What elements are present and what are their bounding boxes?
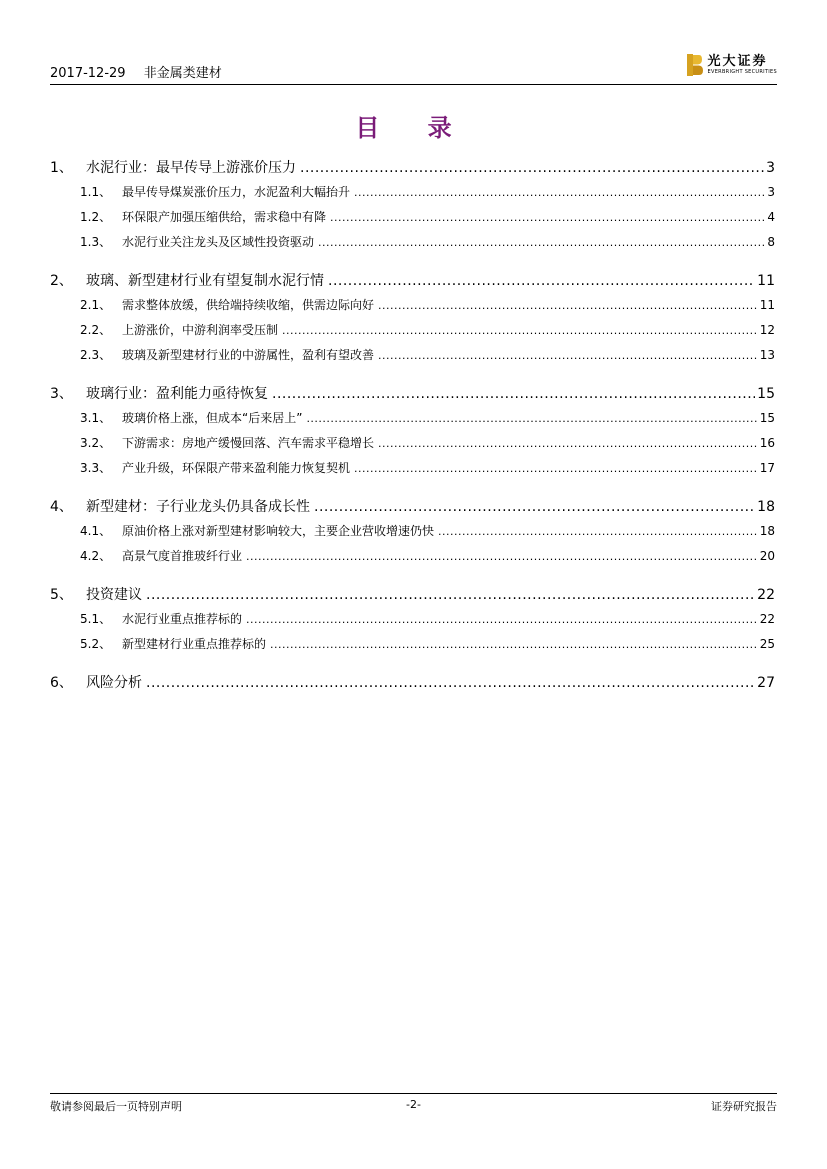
toc-subsection-entry-number: 5.2、 xyxy=(80,637,112,651)
toc-subsection-entry-number: 3.3、 xyxy=(80,461,112,475)
toc-section-entry-title: 风险分析 xyxy=(86,675,142,691)
toc-subsection-entry[interactable] xyxy=(50,293,775,318)
toc-section-entry-title: 水泥行业：最早传导上游涨价压力 xyxy=(86,160,296,176)
toc-subsection-entry-title: 高景气度首推玻纤行业 xyxy=(122,549,243,563)
logo-mark-icon xyxy=(687,54,703,76)
toc-subsection-entry-number: 4.2、 xyxy=(80,549,112,563)
footer-report-type: 证券研究报告 xyxy=(711,1100,777,1113)
toc-subsection-entry-leader xyxy=(246,544,758,569)
toc-subsection-entry[interactable] xyxy=(50,406,775,431)
toc-subsection-entry[interactable] xyxy=(50,431,775,456)
toc-section-entry-page: 15 xyxy=(757,386,775,402)
toc-subsection-entry-title: 上游涨价，中游利润率受压制 xyxy=(122,323,279,337)
toc-subsection-entry-title: 下游需求：房地产缓慢回落、汽车需求平稳增长 xyxy=(122,436,375,450)
toc-section-entry[interactable] xyxy=(50,269,775,293)
toc-subsection-entry-leader xyxy=(306,406,757,431)
toc-section-entry-leader xyxy=(272,382,755,406)
toc-section-spacer xyxy=(50,569,775,583)
toc-subsection-entry-title: 水泥行业关注龙头及区域性投资驱动 xyxy=(122,235,315,249)
report-date: 2017-12-29 xyxy=(50,66,126,81)
toc-subsection-entry-number: 3.2、 xyxy=(80,436,112,450)
toc-subsection-entry[interactable] xyxy=(50,180,775,205)
toc-subsection-entry-number: 3.1、 xyxy=(80,411,112,425)
company-logo xyxy=(687,54,777,76)
toc-subsection-entry-leader xyxy=(282,318,758,343)
toc-subsection-entry-page: 8 xyxy=(767,235,775,249)
toc-subsection-entry[interactable] xyxy=(50,456,775,481)
toc-subsection-entry-leader xyxy=(378,431,758,456)
toc-section-entry[interactable] xyxy=(50,156,775,180)
toc-section-entry-leader xyxy=(300,156,764,180)
toc-section-entry-leader xyxy=(314,495,755,519)
toc-subsection-entry-title: 水泥行业重点推荐标的 xyxy=(122,612,243,626)
toc-subsection-entry-leader xyxy=(438,519,758,544)
toc-subsection-entry-leader xyxy=(378,343,758,368)
table-of-contents xyxy=(50,156,775,695)
header-divider xyxy=(50,84,777,85)
toc-subsection-entry-leader xyxy=(246,607,758,632)
toc-section-entry-page: 22 xyxy=(757,587,775,603)
toc-subsection-entry[interactable] xyxy=(50,519,775,544)
page-header xyxy=(50,54,777,84)
toc-subsection-entry-number: 4.1、 xyxy=(80,524,112,538)
toc-subsection-entry-page: 22 xyxy=(759,612,775,626)
toc-subsection-entry[interactable] xyxy=(50,343,775,368)
toc-section-entry-title: 玻璃、新型建材行业有望复制水泥行情 xyxy=(86,273,324,289)
toc-subsection-entry-title: 玻璃及新型建材行业的中游属性，盈利有望改善 xyxy=(122,348,375,362)
toc-subsection-entry[interactable] xyxy=(50,230,775,255)
toc-subsection-entry-title: 玻璃价格上涨，但成本“后来居上” xyxy=(122,411,303,425)
toc-subsection-entry-number: 2.2、 xyxy=(80,323,112,337)
toc-section-entry-leader xyxy=(146,583,755,607)
toc-subsection-entry-number: 1.1、 xyxy=(80,185,112,199)
toc-section-entry-title: 投资建议 xyxy=(86,587,142,603)
toc-subsection-entry-page: 17 xyxy=(759,461,775,475)
report-sector: 非金属类建材 xyxy=(143,66,222,81)
header-info xyxy=(50,62,236,81)
toc-section-spacer xyxy=(50,481,775,495)
toc-subsection-entry-page: 16 xyxy=(759,436,775,450)
toc-section-entry[interactable] xyxy=(50,495,775,519)
toc-subsection-entry-number: 1.3、 xyxy=(80,235,112,249)
toc-section-entry[interactable] xyxy=(50,382,775,406)
toc-section-entry-page: 18 xyxy=(757,499,775,515)
toc-section-entry-page: 11 xyxy=(757,273,775,289)
toc-subsection-entry-leader xyxy=(354,180,765,205)
toc-section-entry-page: 3 xyxy=(766,160,775,176)
logo-chinese-name: 光大证券 xyxy=(707,54,768,69)
toc-section-entry-number: 3、 xyxy=(50,386,73,402)
toc-subsection-entry[interactable] xyxy=(50,544,775,569)
toc-section-entry[interactable] xyxy=(50,671,775,695)
toc-subsection-entry-page: 25 xyxy=(759,637,775,651)
toc-section-entry-title: 新型建材：子行业龙头仍具备成长性 xyxy=(86,499,310,515)
toc-section-spacer xyxy=(50,657,775,671)
toc-subsection-entry[interactable] xyxy=(50,318,775,343)
toc-subsection-entry-title: 新型建材行业重点推荐标的 xyxy=(122,637,267,651)
toc-section-spacer xyxy=(50,368,775,382)
toc-subsection-entry-page: 20 xyxy=(759,549,775,563)
toc-subsection-entry-leader xyxy=(378,293,758,318)
toc-subsection-entry-title: 最早传导煤炭涨价压力，水泥盈利大幅抬升 xyxy=(122,185,351,199)
toc-subsection-entry-page: 13 xyxy=(759,348,775,362)
toc-section-entry-number: 5、 xyxy=(50,587,73,603)
footer-disclaimer: 敬请参阅最后一页特别声明 xyxy=(50,1100,182,1113)
toc-subsection-entry-leader xyxy=(330,205,765,230)
toc-section-entry-leader xyxy=(146,671,755,695)
toc-section-entry-number: 6、 xyxy=(50,675,73,691)
toc-subsection-entry-title: 原油价格上涨对新型建材影响较大，主要企业营收增速仍快 xyxy=(122,524,435,538)
logo-english-name: EVERBRIGHT SECURITIES xyxy=(707,69,777,75)
toc-subsection-entry[interactable] xyxy=(50,632,775,657)
toc-subsection-entry-title: 需求整体放缓，供给端持续收缩，供需边际向好 xyxy=(122,298,375,312)
toc-subsection-entry[interactable] xyxy=(50,607,775,632)
toc-section-entry[interactable] xyxy=(50,583,775,607)
toc-subsection-entry-leader xyxy=(354,456,758,481)
toc-section-spacer xyxy=(50,255,775,269)
toc-subsection-entry-title: 产业升级，环保限产带来盈利能力恢复契机 xyxy=(122,461,351,475)
toc-subsection-entry-leader xyxy=(270,632,758,657)
toc-subsection-entry-page: 18 xyxy=(759,524,775,538)
toc-subsection-entry-leader xyxy=(318,230,765,255)
toc-subsection-entry-number: 5.1、 xyxy=(80,612,112,626)
toc-subsection-entry-number: 2.1、 xyxy=(80,298,112,312)
toc-subsection-entry-number: 2.3、 xyxy=(80,348,112,362)
toc-section-entry-number: 4、 xyxy=(50,499,73,515)
toc-section-entry-number: 1、 xyxy=(50,160,73,176)
toc-subsection-entry-page: 12 xyxy=(759,323,775,337)
toc-section-entry-leader xyxy=(328,269,755,293)
toc-subsection-entry[interactable] xyxy=(50,205,775,230)
toc-title: 目 录 xyxy=(355,113,472,142)
toc-subsection-entry-number: 1.2、 xyxy=(80,210,112,224)
toc-subsection-entry-page: 3 xyxy=(767,185,775,199)
toc-subsection-entry-page: 15 xyxy=(759,411,775,425)
toc-section-entry-number: 2、 xyxy=(50,273,73,289)
toc-section-entry-title: 玻璃行业：盈利能力亟待恢复 xyxy=(86,386,268,402)
toc-subsection-entry-title: 环保限产加强压缩供给，需求稳中有降 xyxy=(122,210,327,224)
toc-subsection-entry-page: 11 xyxy=(759,298,775,312)
footer-divider xyxy=(50,1093,777,1094)
toc-subsection-entry-page: 4 xyxy=(767,210,775,224)
toc-section-entry-page: 27 xyxy=(757,675,775,691)
page-number: -2- xyxy=(406,1098,421,1111)
